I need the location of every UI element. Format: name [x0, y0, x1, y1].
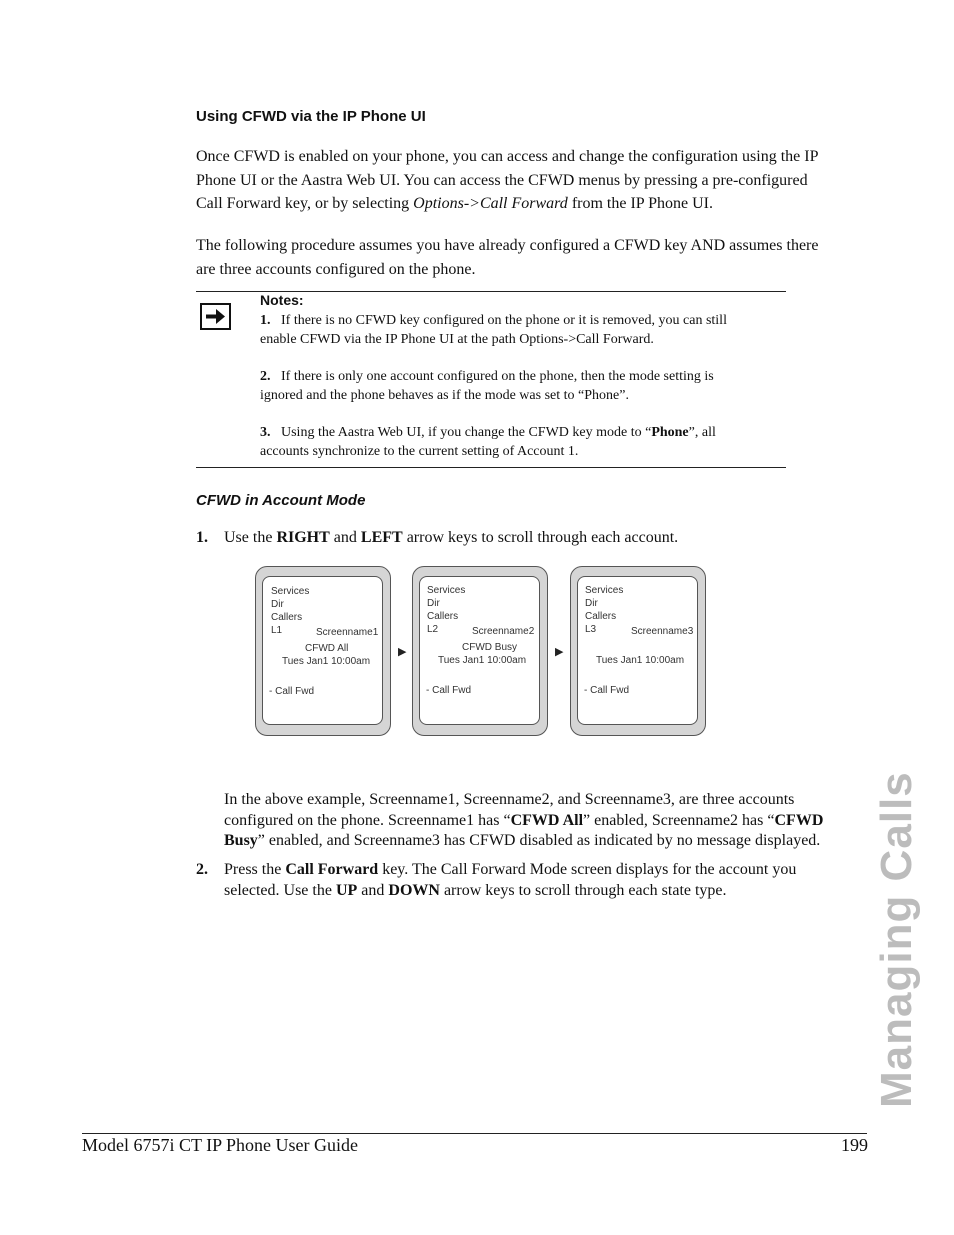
- notes-bottom-rule: [196, 467, 786, 468]
- text-run: arrow keys to scroll through each account.: [402, 529, 679, 546]
- step-2-text: [224, 860, 874, 901]
- note-2: [260, 367, 714, 405]
- date-time: Tues Jan1 10:00am: [282, 656, 371, 667]
- date-time: Tues Jan1 10:00am: [438, 655, 527, 666]
- text-run: and: [357, 881, 389, 899]
- text-run: Press the: [224, 861, 286, 878]
- note-line: ignored and the phone behaves as if the mode was set to “Phone”.: [260, 388, 629, 403]
- phone-screen-1: [255, 566, 391, 736]
- procedure-paragraph: [196, 234, 818, 281]
- text-run: key. The Call Forward Mode screen displays for the account you: [378, 861, 797, 878]
- text-run: If there is no CFWD key configured on the phone or it is removed, you can still: [281, 313, 727, 328]
- key-name: UP: [335, 881, 358, 899]
- phone-display: [419, 576, 540, 725]
- date-time: Tues Jan1 10:00am: [596, 655, 685, 666]
- text-run: configured on the phone. Screenname1 has “: [224, 811, 511, 829]
- screenname: Screenname3: [631, 626, 694, 637]
- screenname: Screenname1: [316, 627, 379, 638]
- procedure-line: are three accounts configured on the phone.: [196, 260, 476, 278]
- softkey-call-fwd: - Call Fwd: [269, 686, 315, 697]
- intro-line: [196, 192, 819, 216]
- softkey-call-fwd: - Call Fwd: [426, 685, 472, 696]
- softkey-call-fwd: - Call Fwd: [584, 685, 630, 696]
- note-line: [260, 423, 716, 442]
- explanation-line: [224, 811, 874, 832]
- note-number: 3.: [260, 425, 271, 440]
- step-1-text: [224, 526, 678, 550]
- menu-services: Services: [427, 585, 466, 596]
- key-name: DOWN: [388, 881, 440, 899]
- text-run: selected. Use the: [224, 881, 336, 899]
- screenname: Screenname2: [472, 626, 535, 637]
- cfwd-status: CFWD Busy: [462, 642, 517, 653]
- phone-screen-3: [570, 566, 706, 736]
- explanation-line: [224, 831, 874, 852]
- note-line: [260, 311, 727, 330]
- menu-dir: Dir: [427, 598, 440, 609]
- notes-title: Notes:: [260, 292, 304, 308]
- step-2-number: [196, 860, 208, 881]
- key-name: RIGHT: [276, 529, 330, 546]
- line-label: L1: [271, 625, 283, 636]
- cfwd-status: CFWD All: [305, 643, 349, 654]
- intro-line: Phone UI or the Aastra Web UI. You can access the CFWD menus by pressing a pre-configured: [196, 171, 808, 189]
- key-name: LEFT: [360, 529, 403, 546]
- note-line: [260, 367, 714, 386]
- text-run: arrow keys to scroll through each state type.: [439, 881, 727, 899]
- menu-callers: Callers: [271, 612, 303, 623]
- right-arrow-icon: [202, 305, 229, 328]
- step-1-number: [196, 526, 208, 550]
- step-line: [224, 860, 874, 881]
- menu-services: Services: [585, 585, 624, 596]
- menu-dir: Dir: [271, 599, 284, 610]
- step-number: 1.: [196, 529, 208, 546]
- step-line: [224, 881, 874, 902]
- step-number: 2.: [196, 861, 208, 878]
- note-number: 1.: [260, 313, 271, 328]
- text-run-bold: CFWD: [774, 811, 824, 829]
- text-run: ” enabled, and Screenname3 has CFWD disabled as indicated by no message displayed.: [257, 832, 821, 849]
- arrow-note-icon: [200, 303, 231, 330]
- note-3: [260, 423, 716, 461]
- phone-screen-2: [412, 566, 548, 736]
- footer-rule: [82, 1133, 867, 1134]
- menu-dir: Dir: [585, 598, 598, 609]
- text-run: ” enabled, Screenname2 has “: [583, 811, 775, 829]
- text-run-bold: Phone: [651, 425, 689, 440]
- phone-display: [577, 576, 698, 725]
- text-run: Call Forward key, or by selecting: [196, 195, 414, 212]
- chapter-side-tab: Managing Calls: [872, 771, 921, 1108]
- menu-services: Services: [271, 586, 310, 597]
- key-name: Call Forward: [285, 861, 379, 878]
- text-run-bold: Busy: [224, 832, 258, 849]
- text-run-bold: CFWD All: [510, 811, 584, 829]
- text-run: and: [329, 529, 361, 546]
- intro-line: Once CFWD is enabled on your phone, you can access and change the configuration using the IP: [196, 148, 819, 165]
- intro-paragraph: [196, 145, 819, 216]
- right-arrow-icon: ▶: [398, 645, 407, 658]
- explanation-line: In the above example, Screenname1, Screenname2, and Screenname3, are three accounts: [224, 791, 795, 808]
- menu-path: Options->Call Forward: [413, 195, 568, 212]
- page-number: 199: [841, 1135, 868, 1155]
- text-run: If there is only one account configured on the phone, then the mode setting is: [281, 369, 714, 384]
- phone-display: [262, 576, 383, 725]
- text-run: Use the: [224, 529, 277, 546]
- text-run: ”, all: [688, 425, 716, 440]
- section-heading: Using CFWD via the IP Phone UI: [196, 108, 426, 125]
- note-line: accounts synchronize to the current setting of Account 1.: [260, 444, 579, 459]
- procedure-line: The following procedure assumes you have already configured a CFWD key AND assumes there: [196, 237, 819, 254]
- text-run: from the IP Phone UI.: [567, 195, 713, 212]
- menu-callers: Callers: [427, 611, 459, 622]
- explanation-paragraph: [224, 790, 874, 852]
- text-run: Using the Aastra Web UI, if you change the CFWD key mode to “: [281, 425, 652, 440]
- note-line: enable CFWD via the IP Phone UI at the path Options->Call Forward.: [260, 332, 654, 347]
- line-label: L3: [585, 624, 597, 635]
- right-arrow-icon: ▶: [555, 645, 564, 658]
- note-1: [260, 311, 727, 349]
- line-label: L2: [427, 624, 439, 635]
- menu-callers: Callers: [585, 611, 617, 622]
- footer-title: Model 6757i CT IP Phone User Guide: [82, 1135, 358, 1155]
- note-number: 2.: [260, 369, 271, 384]
- subheading: CFWD in Account Mode: [196, 492, 366, 509]
